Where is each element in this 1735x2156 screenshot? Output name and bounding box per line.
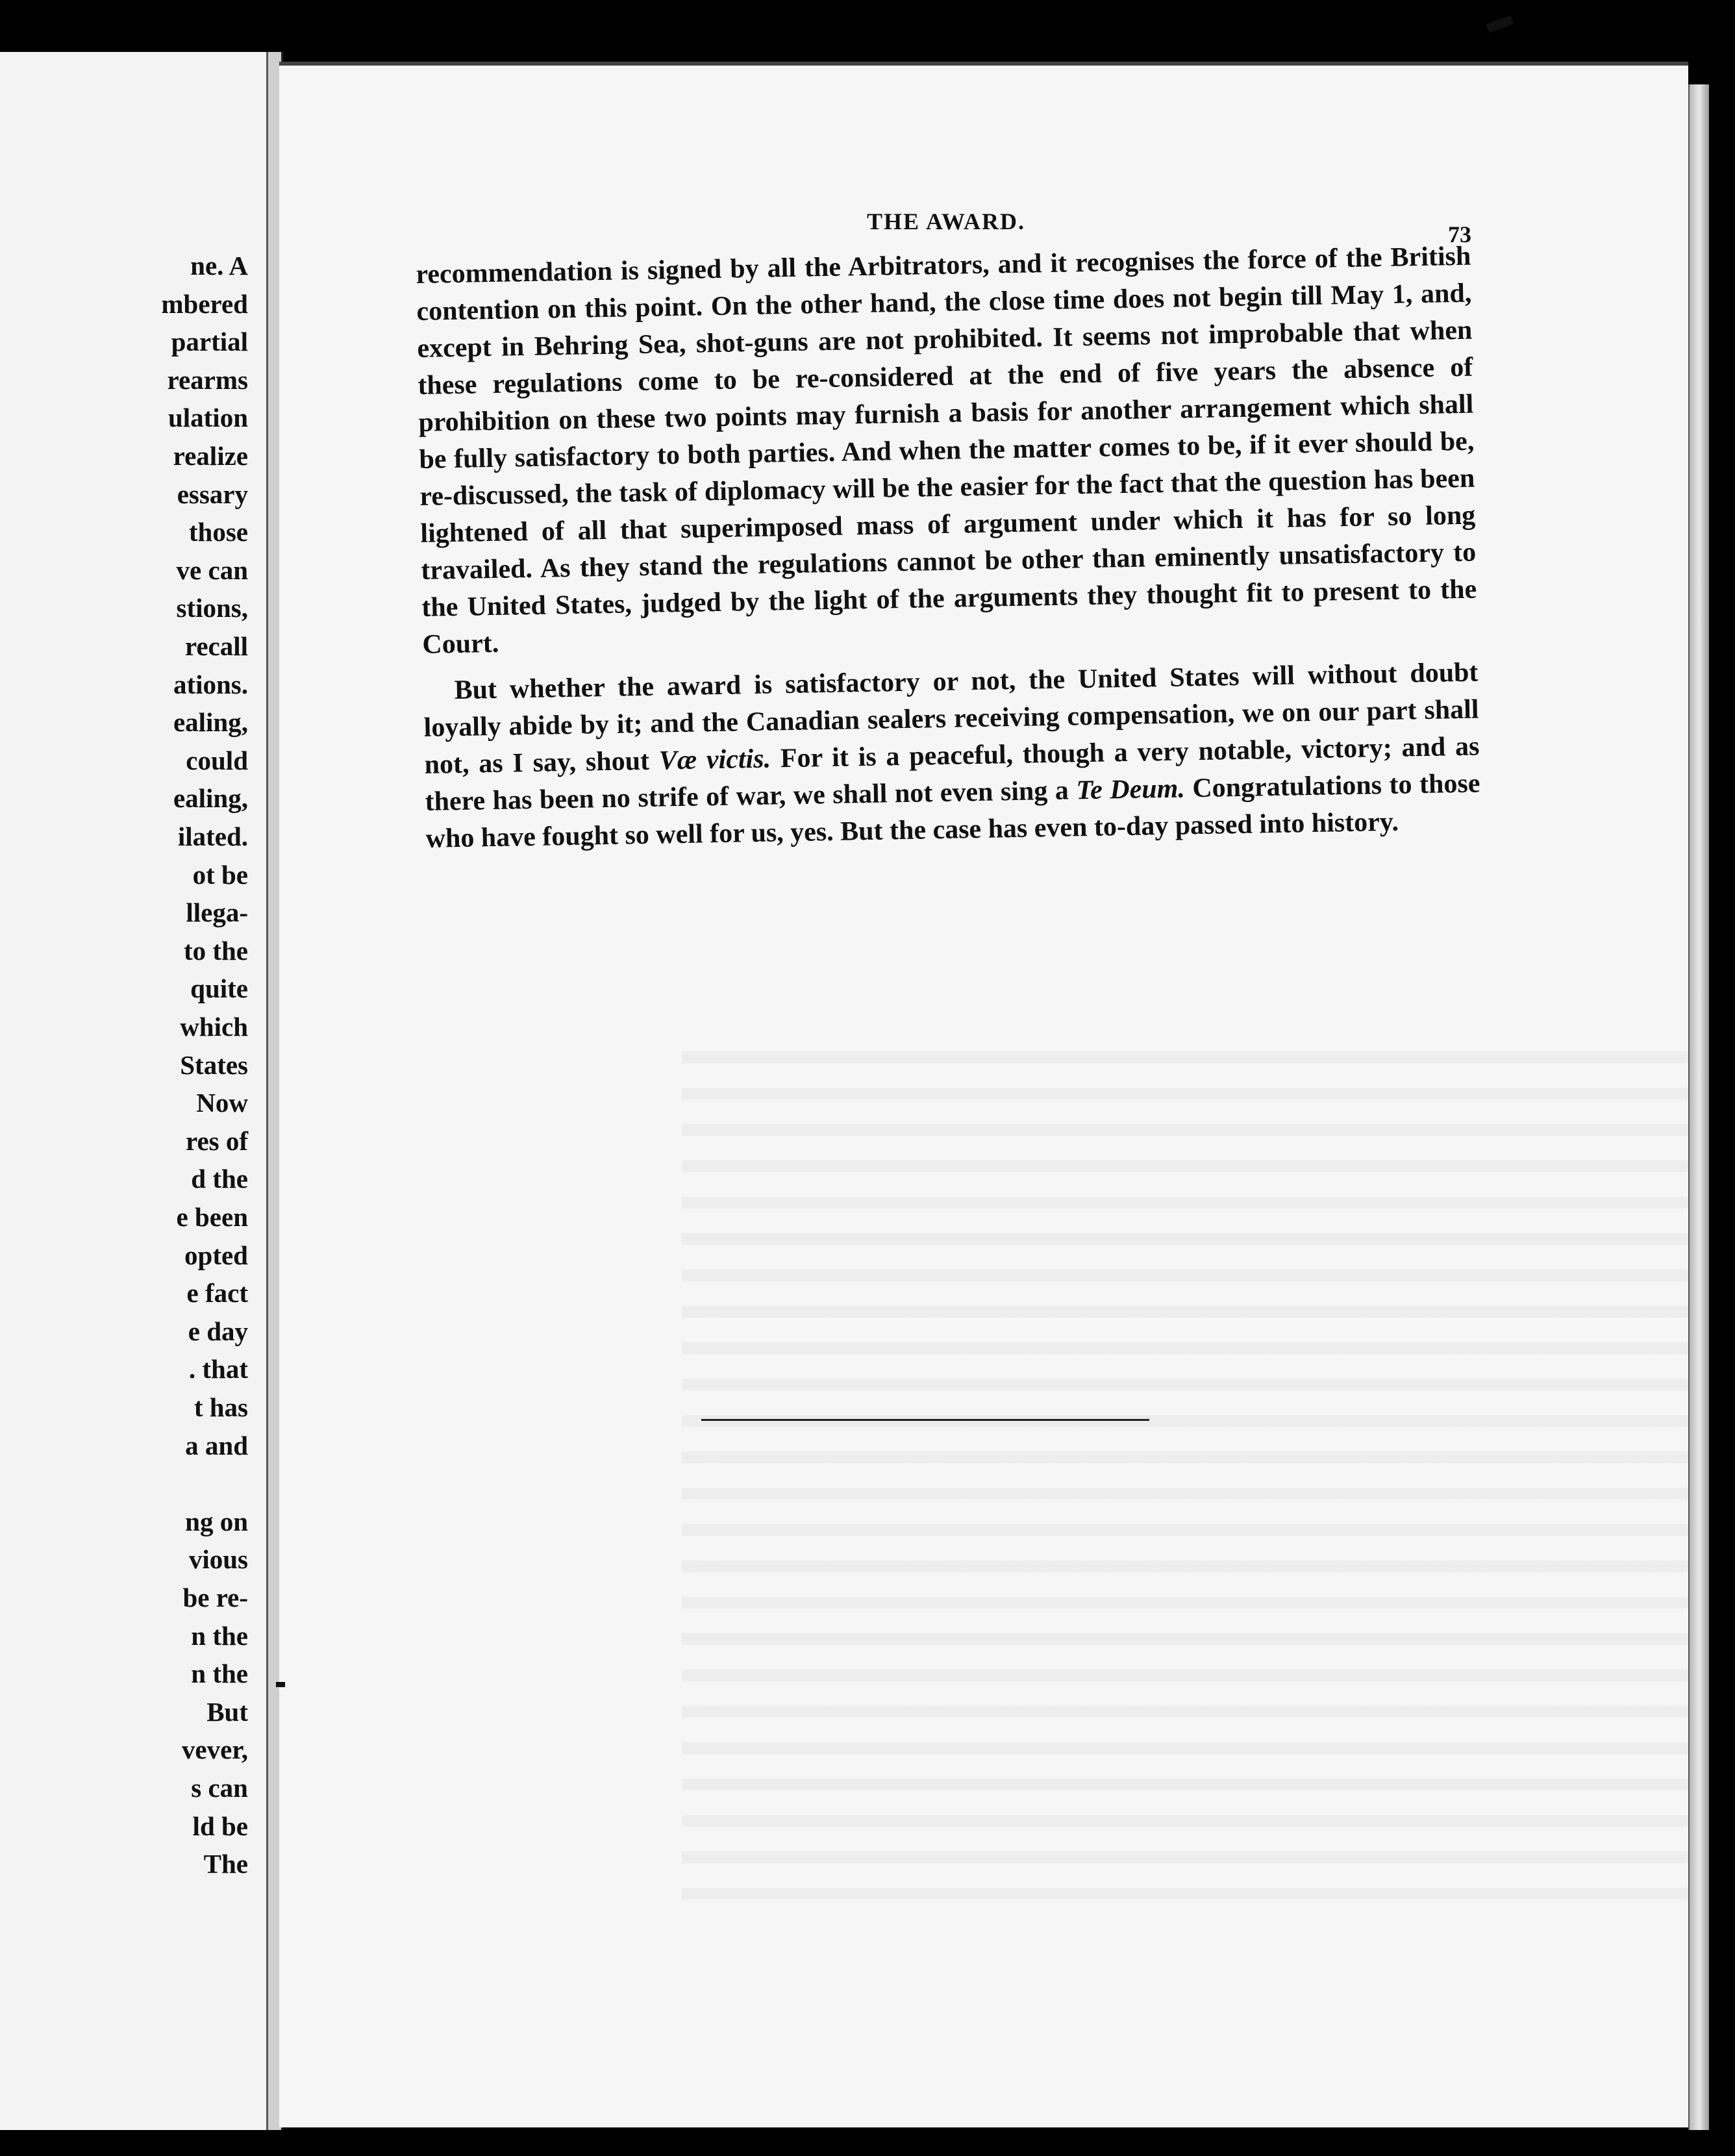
previous-page-line: ld be: [192, 1811, 248, 1841]
paragraph: recommendation is signed by all the Arbitrators, and it recognises the force of the British contention on this point. On the other hand, the close time does not begin till May 1, and, except in Behring Sea, shot-guns are not prohibited. It seems not improbable that when these regulations come to be re-considered at the end of five years the absence of prohibition on these two points may furnish a basis for another arrangement which shall be fully satisfactory to both parties. And when the matter comes to be, if it ever should be, re-discussed, the task of diplomacy will be the easier for the fact that the question has been lightened of all that superimposed mass of argument under which it has for so long travailed. As they stand the regulations cannot be other than eminently unsatisfactory to the United States, judged by the light of the arguments they thought fit to present to the Court.: [416, 241, 1477, 660]
previous-page-line: n the: [191, 1620, 248, 1651]
previous-page-line: . that: [188, 1354, 248, 1385]
paragraph: [423, 655, 1481, 858]
previous-page-line: But: [206, 1696, 248, 1727]
previous-page-line: ve can: [176, 555, 248, 585]
text-run: But whether the award is satisfactory or not, the United States will without doubt loyally abide by it; and the Canadian sealers receiving compensation, we on our part shall not, as I say, shout: [423, 657, 1479, 780]
previous-page-line: ealing,: [173, 783, 248, 814]
end-rule: [701, 1419, 1149, 1421]
previous-page-line: s can: [191, 1773, 248, 1803]
previous-page-line: vious: [188, 1544, 248, 1575]
previous-page-line: ilated.: [177, 821, 248, 851]
previous-page-line: realize: [173, 441, 248, 471]
previous-page-line: ot be: [192, 859, 248, 890]
previous-page-line: recall: [184, 631, 248, 661]
previous-page-line: e fact: [186, 1278, 248, 1309]
previous-page-line: d the: [191, 1164, 248, 1194]
previous-page-line: res of: [185, 1125, 248, 1156]
italic-phrase: Te Deum.: [1075, 773, 1186, 806]
previous-page-line: States: [180, 1049, 248, 1080]
previous-page-line: those: [188, 517, 248, 547]
previous-page-line: mbered: [161, 288, 248, 319]
previous-page: [0, 52, 266, 2130]
previous-page-line: rearms: [167, 364, 248, 395]
previous-page-line: e been: [176, 1202, 248, 1232]
italic-phrase: Væ victis.: [658, 744, 771, 776]
body-text: [416, 238, 1481, 858]
previous-page-line: n the: [191, 1659, 248, 1689]
previous-page-line: Now: [196, 1088, 248, 1118]
page-edges: [1688, 84, 1709, 2130]
previous-page-line: stions,: [176, 593, 248, 623]
previous-page-line: e day: [188, 1316, 248, 1346]
previous-page-line: to the: [183, 935, 248, 966]
text-run: Congratulations to those who have fought so well for us, yes. But the case has even to-day passed into history.: [425, 768, 1480, 854]
previous-page-line: The: [203, 1849, 248, 1879]
previous-page-line: ulation: [168, 403, 248, 433]
previous-page-line: partial: [171, 327, 248, 357]
previous-page-line: ng on: [185, 1506, 248, 1536]
previous-page-line: ations.: [173, 669, 248, 699]
text-run: For it is a peaceful, though a very notable, victory; and as there has been no strife of war, we shall not even sing a: [425, 731, 1480, 817]
running-head: THE AWARD.: [867, 208, 1026, 234]
previous-page-line: be re-: [182, 1583, 248, 1612]
previous-page-line: llega-: [186, 897, 248, 928]
previous-page-line: quite: [190, 973, 248, 1004]
show-through: [682, 1027, 1708, 1923]
previous-page-line: vever,: [181, 1735, 248, 1765]
previous-page-line: ealing,: [173, 707, 248, 738]
previous-page-line: could: [186, 745, 248, 775]
page-number: 73: [1448, 221, 1471, 247]
previous-page-line: essary: [177, 479, 248, 509]
previous-page-line: a and: [185, 1430, 248, 1460]
previous-page-line: ne. A: [190, 251, 248, 281]
previous-page-line: opted: [184, 1240, 248, 1270]
previous-page-line: which: [180, 1012, 248, 1042]
scan-speck: [276, 1682, 285, 1687]
previous-page-line: t has: [193, 1392, 248, 1422]
